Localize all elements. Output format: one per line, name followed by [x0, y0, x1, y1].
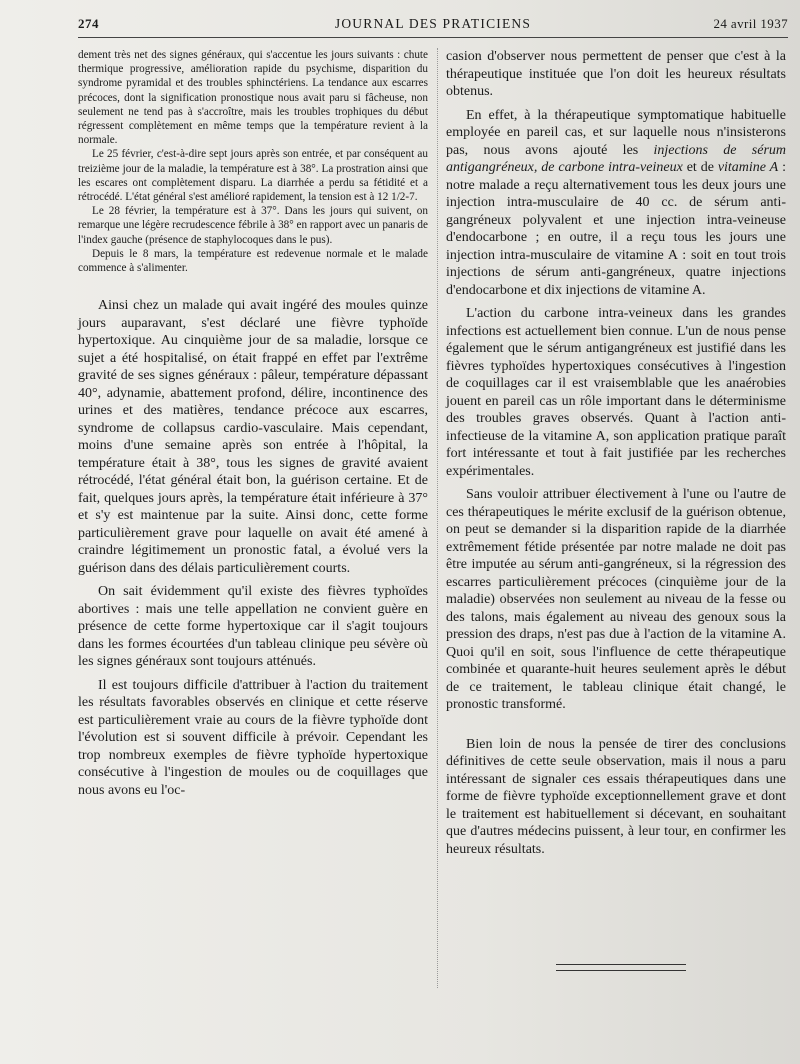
left-column — [78, 48, 428, 799]
case-paragraph: dement très net des signes généraux, qui s'accentue les jours suivants : chute thermique progressive, amélioration rapide du psychisme, disparition du syndrome pyramidal et des troubles sphinctériens. La tendance aux escarres précoces, dont la signification pronostique nous avait paru si fâcheuse, non seulement ne tend pas à s'accroître, mais les troubles trophiques du début régressent complètement en même temps que la température revient à la normale. — [78, 49, 428, 147]
text-run: et de — [682, 160, 718, 175]
emphasis-injections: injections de sérum antigangréneux, de carbone intra-veineux — [446, 142, 786, 175]
body-paragraph: Bien loin de nous la pensée de tirer des conclusions définitives de cette seule observation, mais il nous a paru intéressant de signaler ces essais thérapeutiques dans une forme de fièvre typhoïde exceptionnellement grave et dont le traitement est habituellement si décevant, en souhaitant que d'autres médecins puissent, à leur tour, en confirmer les heureux résultats. — [446, 736, 786, 857]
text-run: En effet, à la thérapeutique symptomatique habituelle employée en pareil cas, et sur laquelle nous n'insisterons pas, nous avons ajouté les — [446, 107, 786, 158]
case-paragraph: Le 25 février, c'est-à-dire sept jours après son entrée, et par conséquent au treizième jour de la maladie, la température est à 38°. La prostration ainsi que les escares ont complètement disparu. La diarrhée a perdu sa fétidité et a rétrocédé. L'état général s'est amélioré rapidement, la tension est à 12 1/2-7. — [78, 148, 428, 204]
body-paragraph: L'action du carbone intra-veineux dans les grandes infections est actuellement bien connue. L'un de nous pense également que le sérum antigangréneux est justifié dans les fièvres typhoïdes hypertoxiques consécutives à l'ingestion de coquillages car il est vraisemblable que les anaérobies jouent en pareil cas un rôle important dans le déterminisme des troubles graves observés. Quant à l'action anti-infectieuse de la vitamine A, son application pratique paraît fort intéressante et tout à fait justifiée par les recherches expérimentales. — [446, 306, 786, 479]
issue-date: 24 avril 1937 — [713, 16, 788, 31]
body-paragraph: Sans vouloir attribuer électivement à l'une ou l'autre de ces thérapeutiques le mérite exclusif de la guérison obtenue, on peut se demander si la disparition rapide de la diarrhée extrêmement fétide présentée par notre malade ne doit pas être imputée au sérum anti-gangréneux, si la régression des escarres particulièrement précoces (cinquième jour de la maladie) observées non seulement au niveau de la fesse ou des talons, mais également au niveau des genoux sous la pression des draps, n'est pas due à l'action de la vitamine A. Quoi qu'il en soit, sous l'influence de cette thérapeutique combinée et quarante-huit heures seulement après le début de ce traitement, le tableau clinique était changé, le pronostic transformé. — [446, 487, 786, 712]
body-paragraph: Il est toujours difficile d'attribuer à l'action du traitement les résultats favorables observés en clinique et cette réserve est particulièrement vraie au cours de la fièvre typhoïde dont l'évolution est si souvent difficile à prévoir. Cependant les trop nombreux exemples de fièvre typhoïde hypertoxique consécutive à l'ingestion de moules ou de coquillages que nous avons eu l'oc- — [78, 677, 428, 798]
body-paragraph: On sait évidemment qu'il existe des fièvres typhoïdes abortives : mais une telle appellation ne convient guère en présence de cette forme hypertoxique car il s'agit toujours dans les formes écourtées d'un tableau clinique peu sévère où les signes généraux sont toujours atténués. — [78, 584, 428, 670]
body-paragraph: casion d'observer nous permettent de penser que c'est à la thérapeutique instituée que l'on doit les heureux résultats obtenus. — [446, 49, 786, 99]
text-run: : notre malade a reçu alternativement tous les deux jours une injection intra-musculaire de 40 cc. de sérum anti-gangréneux polyvalent et une injection intra-veineuse d'endocarbone ; en outre, il a reçu tous les jours une injection intra-musculaire de vitamine A : soit en tout trois injections de sérum anti-gangréneux, quatre injections d'endocarbone et dix injections de vitamine A. — [446, 160, 787, 298]
emphasis-vitamin: vitamine A — [717, 160, 779, 175]
right-column — [446, 48, 786, 858]
end-of-article-rule — [556, 964, 686, 971]
spacer — [78, 275, 428, 297]
case-paragraph: Depuis le 8 mars, la température est redevenue normale et le malade commence à s'alimenter. — [78, 247, 428, 275]
body-paragraph-treatment — [446, 107, 786, 300]
spacer — [446, 714, 786, 736]
case-paragraph: Le 28 février, la température est à 37°. Dans les jours qui suivent, on remarque une légère recrudescence fébrile à 38° en rapport avec un panaris de l'index gauche (présence de staphylocoques dans le pus). — [78, 205, 428, 246]
column-divider — [437, 48, 438, 988]
page-number: 274 — [78, 16, 99, 31]
body-paragraph: Ainsi chez un malade qui avait ingéré des moules quinze jours auparavant, s'est déclaré une fièvre typhoïde hypertoxique. Au cinquième jour de sa maladie, lorsque ce sujet a été hospitalisé, on était frappé en effet par l'extrême gravité de ses signes généraux : pâleur, température dépassant 40°, adynamie, abattement profond, délire, incontinence des urines et des matières, tendance précoce aux escarres, syndrome de collapsus cardio-vasculaire. Mais cependant, moins d'une semaine après son entrée à l'hôpital, la température était à 38°, tous les signes de gravité avaient rétrocédé, l'état général était bon, la guérison certaine. Et de fait, quelques jours après, la température était inférieure à 37° et s'y est maintenue par la suite. Ainsi donc, cette forme particulièrement grave pour laquelle on avait été amené à craindre légitimement un pronostic fatal, a évolué vers la guérison dans des délais particulièrement courts. — [78, 298, 428, 576]
header-rule — [78, 37, 788, 38]
journal-title: JOURNAL DES PRATICIENS — [334, 16, 532, 31]
page-header — [78, 14, 788, 36]
